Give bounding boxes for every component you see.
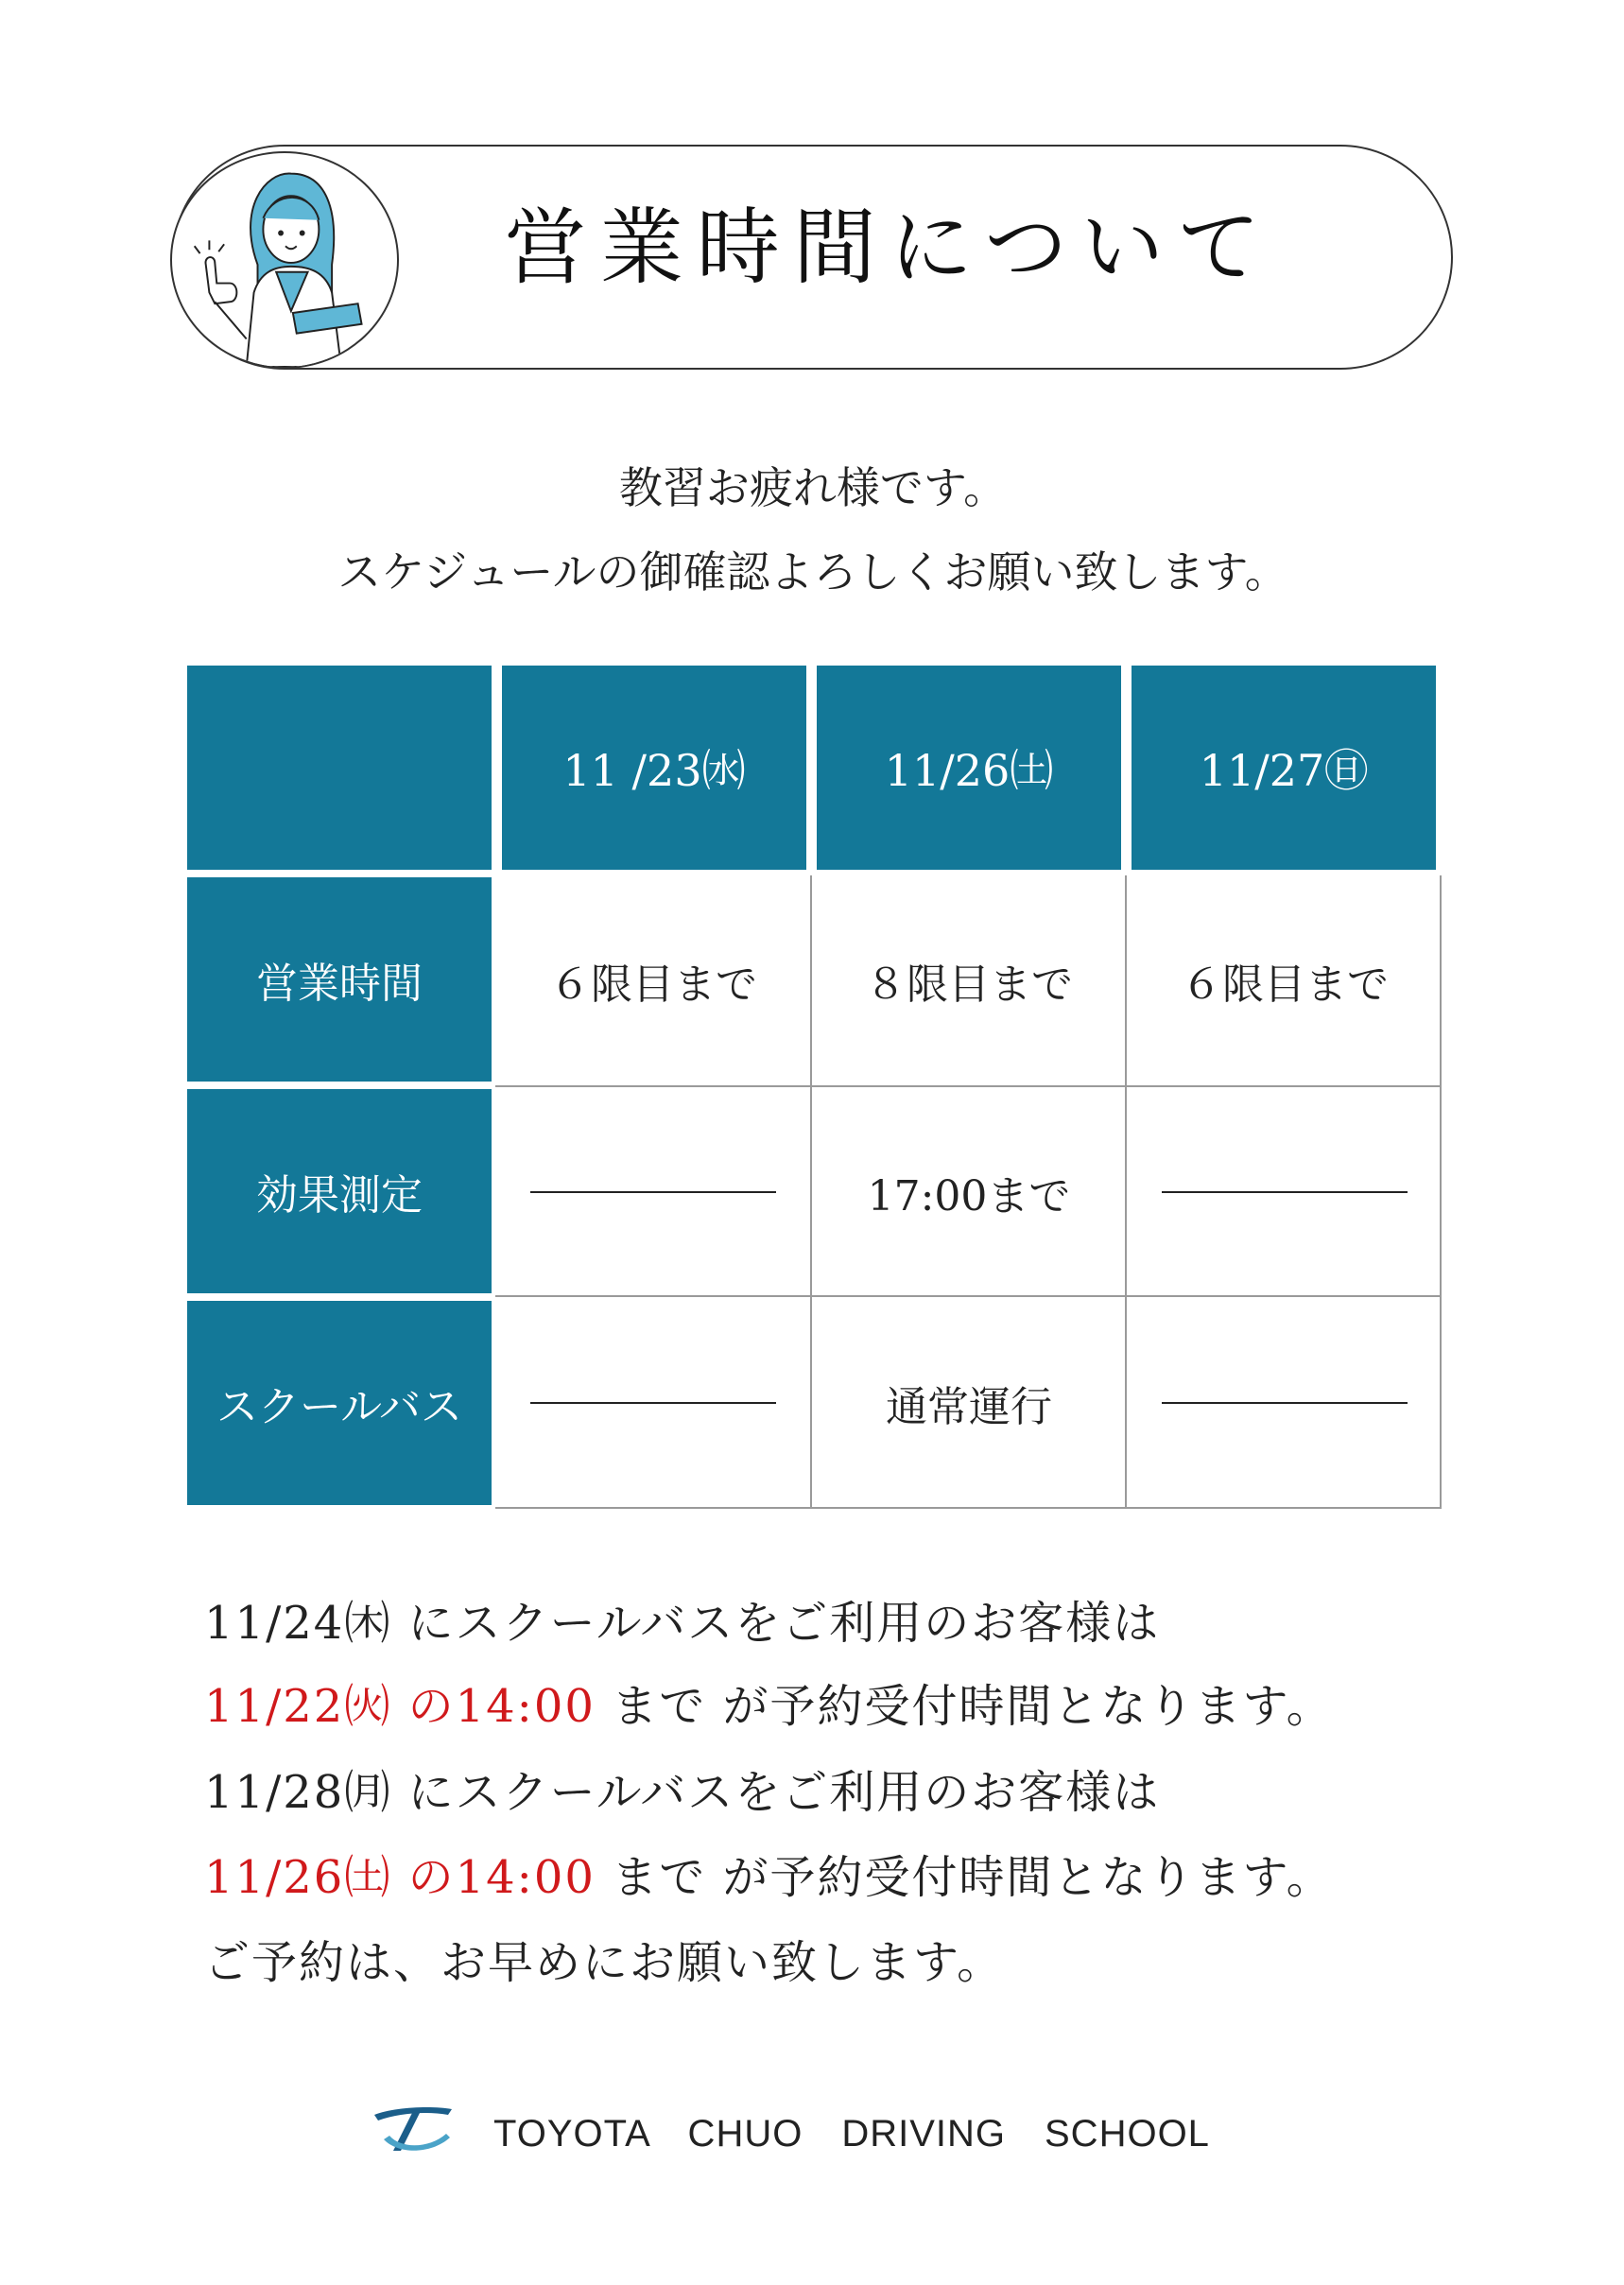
table-gridline — [1440, 875, 1442, 1509]
dash-line — [530, 1191, 776, 1193]
table-cell: ６限目まで — [1129, 875, 1441, 1085]
table-cell-empty — [497, 1299, 809, 1507]
table-gridline — [1125, 875, 1127, 1509]
table-gridline — [495, 1295, 1442, 1297]
note-bus-1128: 11/28㈪ にスクールバスをご利用のお客様は — [204, 1766, 1161, 1819]
column-header-1126: 11/26㈯ — [817, 666, 1121, 870]
table-corner-cell — [187, 666, 492, 870]
table-cell: 17:00まで — [813, 1089, 1125, 1295]
table-cell: ８限目まで — [813, 875, 1125, 1085]
table-cell-empty — [1129, 1299, 1441, 1507]
school-name: TOYOTA CHUO DRIVING SCHOOL — [493, 2112, 1210, 2155]
note-bus-1124: 11/24㈭ にスクールバスをご利用のお客様は — [204, 1597, 1161, 1650]
page-title: 営業時間について — [503, 199, 1274, 296]
note-deadline-1122 — [204, 1680, 1334, 1733]
intro-greeting: 教習お疲れ様です。 — [618, 462, 1008, 513]
instructor-illustration-icon — [170, 151, 399, 369]
note-reserve-early: ご予約は、お早めにお願い致します。 — [204, 1936, 1005, 1989]
table-cell-empty — [1129, 1089, 1441, 1295]
deadline-text: まで が予約受付時間となります。 — [612, 1851, 1334, 1904]
row-header-business-hours: 営業時間 — [187, 877, 492, 1082]
dash-line — [1162, 1402, 1408, 1404]
tc-logo-icon — [365, 2102, 456, 2158]
footer — [365, 2097, 1210, 2163]
row-header-effect-test: 効果測定 — [187, 1089, 492, 1293]
table-cell: ６限目まで — [497, 875, 809, 1085]
deadline-highlight: 11/26㈯ の14:00 — [204, 1851, 596, 1904]
table-gridline — [495, 1507, 1442, 1509]
table-gridline — [495, 1085, 1442, 1087]
row-header-school-bus: スクールバス — [187, 1301, 492, 1505]
column-header-1127: 11/27㊐ — [1132, 666, 1436, 870]
column-header-1123: 11 /23㈬ — [502, 666, 806, 870]
table-gridline — [810, 875, 812, 1509]
dash-line — [530, 1402, 776, 1404]
table-cell-empty — [497, 1089, 809, 1295]
deadline-text: まで が予約受付時間となります。 — [612, 1680, 1334, 1733]
table-cell: 通常運行 — [813, 1299, 1125, 1507]
deadline-highlight: 11/22㈫ の14:00 — [204, 1680, 596, 1733]
note-deadline-1126 — [204, 1851, 1334, 1904]
intro-request: スケジュールの御確認よろしくお願い致します。 — [337, 546, 1288, 597]
dash-line — [1162, 1191, 1408, 1193]
